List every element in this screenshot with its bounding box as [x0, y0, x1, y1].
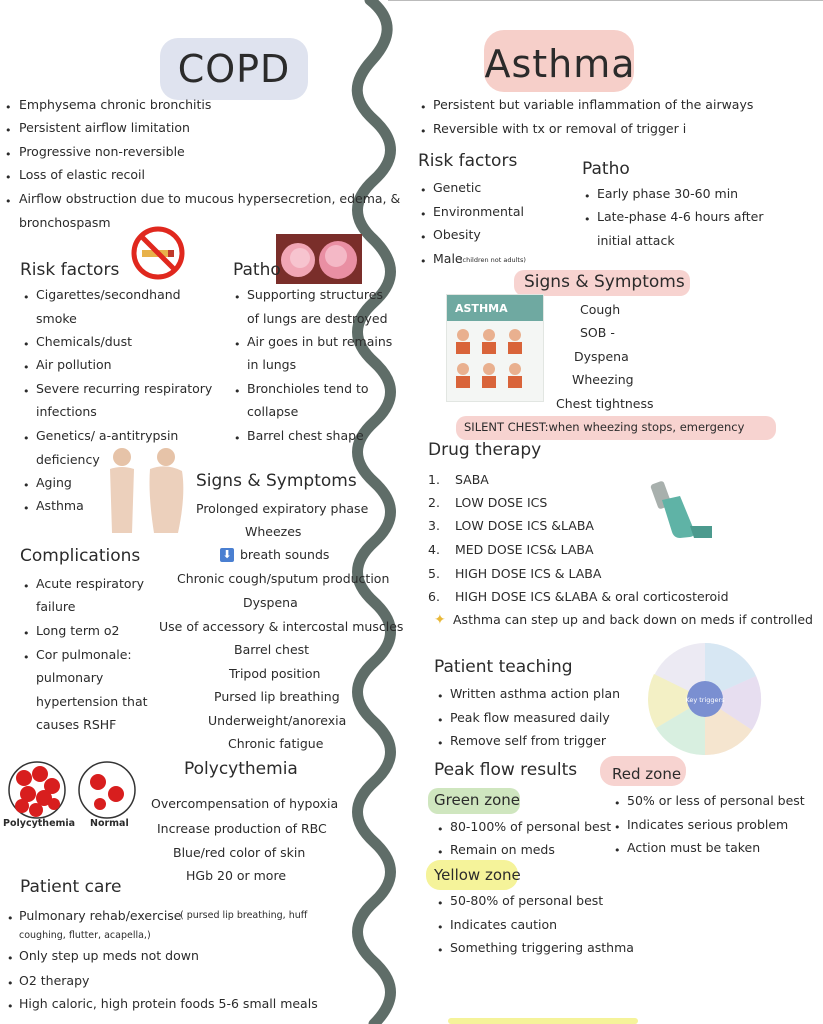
list-item: infections [36, 404, 97, 419]
list-item: O2 therapy [19, 973, 90, 988]
list-item: failure [36, 599, 76, 614]
list-item: 50% or less of personal best [627, 793, 805, 808]
list-item: LOW DOSE ICS &LABA [455, 518, 594, 533]
list-item: Increase production of RBC [157, 821, 327, 836]
list-item: Peak flow measured daily [450, 710, 610, 725]
copd-complications-title: Complications [20, 546, 141, 566]
list-item: Early phase 30-60 min [597, 186, 739, 201]
asthma-risk-title: Risk factors [418, 151, 518, 171]
asthma-symptom-poster [446, 294, 544, 402]
list-item: bronchospasm [19, 215, 111, 230]
list-item: Chronic fatigue [228, 736, 324, 751]
red-zone-title: Red zone [612, 765, 682, 783]
list-item: hypertension that [36, 694, 148, 709]
list-item: breath sounds [240, 547, 330, 562]
top-right-rule [388, 0, 823, 1]
list-item: 50-80% of personal best [450, 893, 604, 908]
list-item: HIGH DOSE ICS &LABA & oral corticosteroid [455, 589, 729, 604]
list-item: SABA [455, 472, 489, 487]
list-item: collapse [247, 404, 299, 419]
list-item: SOB - [580, 325, 615, 340]
list-number: 1. [428, 472, 440, 487]
list-item: initial attack [597, 233, 675, 248]
list-item: Persistent but variable inflammation of the airways [433, 97, 754, 112]
list-item: Remove self from trigger [450, 733, 607, 748]
inhaler-icon [650, 474, 716, 540]
list-number: 6. [428, 589, 440, 604]
list-item: causes RSHF [36, 717, 117, 732]
bottom-yellow-strip [448, 1018, 638, 1024]
list-item: Underweight/anorexia [208, 713, 347, 728]
list-item: Only step up meds not down [19, 948, 199, 963]
patient-teaching-title: Patient teaching [434, 657, 573, 677]
list-item: Chest tightness [556, 396, 654, 411]
list-item: Cough [580, 302, 621, 317]
wheel-label: Key triggers [685, 696, 725, 704]
list-item: Long term o2 [36, 623, 120, 638]
no-smoking-icon [130, 225, 186, 281]
list-item: Dyspena [243, 595, 298, 610]
list-item: Chronic cough/sputum production [177, 571, 390, 586]
list-item: HIGH DOSE ICS & LABA [455, 566, 602, 581]
list-number: 2. [428, 495, 440, 510]
list-item: Use of accessory & intercostal muscles [159, 619, 404, 634]
list-item: Written asthma action plan [450, 686, 621, 701]
list-item: coughing, flutter, acapella,) [19, 930, 151, 941]
alveoli-image [276, 234, 362, 284]
polycythemia-blood-image [6, 760, 68, 820]
copd-risk-title: Risk factors [20, 260, 120, 280]
sparkle-icon: ✦ [434, 612, 446, 628]
copd-title: COPD [177, 47, 291, 91]
list-item: Bronchioles tend to [247, 381, 369, 396]
list-item: ( pursed lip breathing, huff [180, 910, 308, 921]
list-item: Acute respiratory [36, 576, 145, 591]
list-item: Aging [36, 475, 72, 490]
list-item: Barrel chest [234, 642, 310, 657]
list-item: Tripod position [229, 666, 321, 681]
arrow-down-icon: ⬇ [220, 548, 234, 562]
list-item: Late-phase 4-6 hours after [597, 209, 764, 224]
list-item: Wheezing [572, 372, 634, 387]
list-item: Pursed lip breathing [214, 689, 340, 704]
list-item: Loss of elastic recoil [19, 167, 145, 182]
list-item: Asthma [36, 498, 84, 513]
list-number: 3. [428, 518, 440, 533]
list-item: Severe recurring respiratory [36, 381, 213, 396]
list-item: Asthma can step up and back down on meds if controlled [453, 612, 813, 627]
list-item: Indicates serious problem [627, 817, 789, 832]
poster-label: ASTHMA [455, 302, 508, 315]
asthma-ss-title: Signs & Symptoms [524, 272, 685, 292]
list-item: Indicates caution [450, 917, 558, 932]
list-item: of lungs are destroyed [247, 311, 388, 326]
list-item: Emphysema chronic bronchitis [19, 97, 212, 112]
list-number: 5. [428, 566, 440, 581]
peak-flow-title: Peak flow results [434, 760, 578, 780]
list-item: in lungs [247, 357, 297, 372]
silent-chest-note: SILENT CHEST:when wheezing stops, emergency [464, 420, 745, 434]
yellow-zone-title: Yellow zone [434, 866, 521, 884]
list-item: Cigarettes/secondhand [36, 287, 181, 302]
list-item: Action must be taken [627, 840, 761, 855]
normal-blood-image [76, 760, 138, 820]
asthma-title: Asthma [484, 42, 636, 86]
list-item: Something triggering asthma [450, 940, 634, 955]
normal-label: Normal [90, 818, 129, 829]
polycythemia-label: Polycythemia [3, 818, 76, 829]
list-item: Reversible with tx or removal of trigger i [433, 121, 687, 136]
list-item: Genetics/ a-antitrypsin [36, 428, 179, 443]
triggers-wheel-image [646, 640, 764, 758]
list-item: Cor pulmonale: [36, 647, 132, 662]
list-item: High caloric, high protein foods 5-6 small meals [19, 996, 318, 1011]
list-item: Overcompensation of hypoxia [151, 796, 339, 811]
list-item: Supporting structures [247, 287, 383, 302]
list-item: 80-100% of personal best [450, 819, 612, 834]
list-number: 4. [428, 542, 440, 557]
risk-note: (children not adults) [460, 256, 526, 264]
polycythemia-title: Polycythemia [184, 759, 298, 779]
asthma-patho-title: Patho [582, 159, 630, 179]
list-item: Obesity [433, 227, 481, 242]
list-item: smoke [36, 311, 77, 326]
list-item: pulmonary [36, 670, 104, 685]
list-item: Barrel chest shape [247, 428, 364, 443]
list-item: Genetic [433, 180, 482, 195]
green-zone-title: Green zone [434, 791, 520, 809]
list-item: Airflow obstruction due to mucous hypersecretion, edema, & [19, 191, 401, 206]
list-item: Progressive non-reversible [19, 144, 185, 159]
list-item: Prolonged expiratory phase [196, 501, 369, 516]
list-item: MED DOSE ICS& LABA [455, 542, 594, 557]
list-item: Wheezes [245, 524, 302, 539]
list-item: Pulmonary rehab/exercise [19, 908, 182, 923]
drug-therapy-title: Drug therapy [428, 440, 542, 460]
list-item: Dyspena [574, 349, 629, 364]
list-item: LOW DOSE ICS [455, 495, 548, 510]
list-item: Chemicals/dust [36, 334, 132, 349]
list-item: Air goes in but remains [247, 334, 393, 349]
list-item: Environmental [433, 204, 524, 219]
list-item: Male [433, 251, 463, 266]
list-item: Blue/red color of skin [173, 845, 306, 860]
list-item: HGb 20 or more [186, 868, 287, 883]
copd-patho-title: Patho [233, 260, 281, 280]
barrel-chest-figures [104, 445, 186, 535]
list-item: deficiency [36, 452, 100, 467]
list-item: Remain on meds [450, 842, 555, 857]
list-item: Persistent airflow limitation [19, 120, 190, 135]
list-item: Air pollution [36, 357, 112, 372]
patient-care-title: Patient care [20, 877, 122, 897]
copd-ss-title: Signs & Symptoms [196, 471, 357, 491]
poster-figures [451, 327, 539, 397]
